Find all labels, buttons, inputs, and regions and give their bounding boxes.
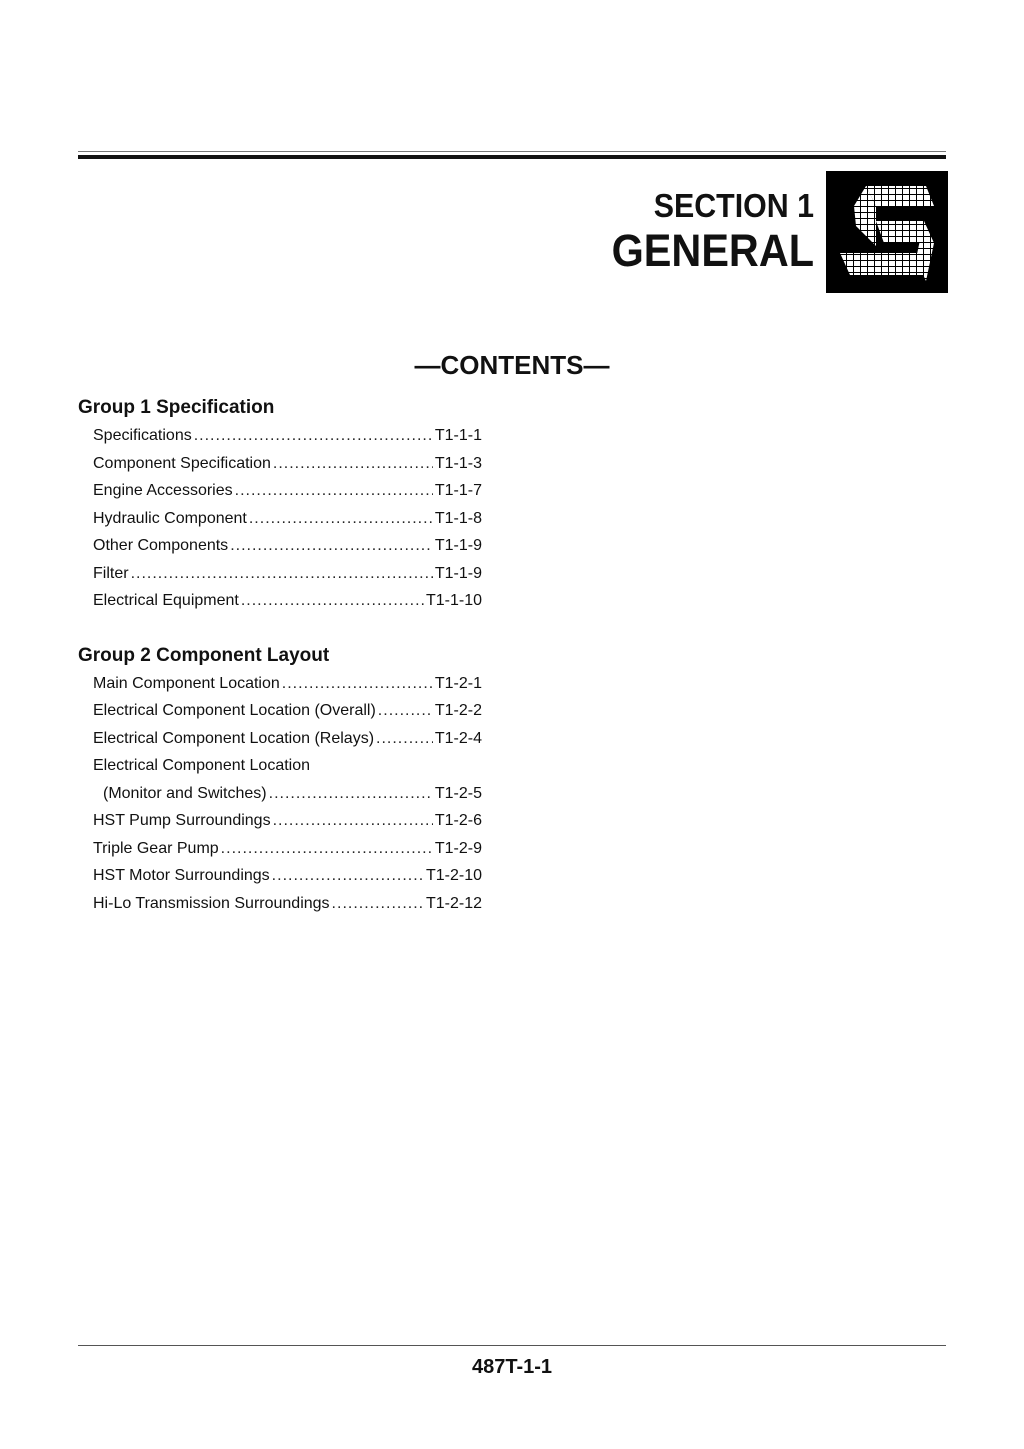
toc-entry[interactable] [93, 895, 482, 917]
toc-entry-label: Specifications [93, 427, 192, 444]
leader-dots [269, 785, 433, 803]
leader-dots [273, 812, 433, 830]
toc-entry-page: T1-1-10 [425, 592, 482, 609]
toc-entry-page: T1-2-9 [434, 840, 482, 857]
toc-entry[interactable] [93, 482, 482, 504]
toc-entry-page: T1-1-9 [434, 565, 482, 582]
toc-entry[interactable] [93, 840, 482, 862]
contents-title-text: —CONTENTS— [414, 350, 610, 380]
header-rule-thin [78, 151, 946, 152]
toc-entry-page: T1-2-5 [434, 785, 482, 802]
toc-entry-page: T1-2-12 [425, 895, 482, 912]
leader-dots [378, 702, 433, 720]
toc-entry[interactable] [93, 675, 482, 697]
toc-entry-label: Engine Accessories [93, 482, 233, 499]
section-number: SECTION 1 [653, 187, 814, 224]
leader-dots [249, 510, 433, 528]
toc-entry-page: T1-2-4 [434, 730, 482, 747]
section-heading [594, 186, 814, 276]
toc-entry[interactable] [93, 455, 482, 477]
toc-entry-label: Electrical Equipment [93, 592, 239, 609]
toc-entry[interactable] [93, 867, 482, 889]
toc-entry[interactable] [103, 785, 482, 807]
leader-dots [131, 565, 433, 583]
toc-entry-label: HST Pump Surroundings [93, 812, 271, 829]
section-s-logo-icon [826, 171, 948, 293]
toc-entry-page: T1-2-10 [425, 867, 482, 884]
toc-entry[interactable] [93, 537, 482, 559]
group-2-heading: Group 2 Component Layout [78, 645, 330, 666]
toc-entry-page: T1-1-1 [434, 427, 482, 444]
toc-entry[interactable] [93, 730, 482, 752]
toc-entry[interactable] [93, 565, 482, 587]
toc-entry[interactable] [93, 757, 482, 779]
leader-dots [194, 427, 433, 445]
toc-entry-label: HST Motor Surroundings [93, 867, 270, 884]
toc-entry-label: Main Component Location [93, 675, 280, 692]
toc-entry-label: Electrical Component Location (Overall) [93, 702, 376, 719]
section-title: GENERAL [611, 225, 814, 276]
toc-entry-label: Hi-Lo Transmission Surroundings [93, 895, 330, 912]
group-1-heading: Group 1 Specification [78, 397, 275, 418]
toc-entry-label: Component Specification [93, 455, 271, 472]
toc-entry-label: Other Components [93, 537, 229, 554]
leader-dots [221, 840, 433, 858]
toc-entry-page: T1-2-1 [434, 675, 482, 692]
toc-entry-label: Triple Gear Pump [93, 840, 219, 857]
header-rule-thick [78, 155, 946, 159]
leader-dots [282, 675, 433, 693]
toc-entry-label: Filter [93, 565, 129, 582]
page-code: 487T-1-1 [471, 1356, 553, 1378]
toc-entry-page: T1-2-6 [434, 812, 482, 829]
toc-entry-page: T1-2-2 [434, 702, 482, 719]
leader-dots [273, 455, 433, 473]
toc-entry-label: (Monitor and Switches) [103, 785, 267, 802]
footer-rule [78, 1345, 946, 1346]
toc-entry-page: T1-1-7 [434, 482, 482, 499]
leader-dots [272, 867, 424, 885]
contents-title [0, 350, 1024, 381]
toc-entry[interactable] [93, 510, 482, 532]
toc-entry-page: T1-1-8 [434, 510, 482, 527]
toc-entry[interactable] [93, 427, 482, 449]
toc-entry-label: Hydraulic Component [93, 510, 247, 527]
leader-dots [241, 592, 424, 610]
toc-entry[interactable] [93, 702, 482, 724]
leader-dots [230, 537, 433, 555]
leader-dots [332, 895, 424, 913]
leader-dots [235, 482, 433, 500]
toc-entry[interactable] [93, 592, 482, 614]
leader-dots [376, 730, 433, 748]
toc-entry[interactable] [93, 812, 482, 834]
toc-entry-page: T1-1-9 [434, 537, 482, 554]
toc-entry-label: Electrical Component Location (Relays) [93, 730, 375, 747]
toc-entry-label: Electrical Component Location [93, 757, 311, 774]
toc-entry-page: T1-1-3 [434, 455, 482, 472]
